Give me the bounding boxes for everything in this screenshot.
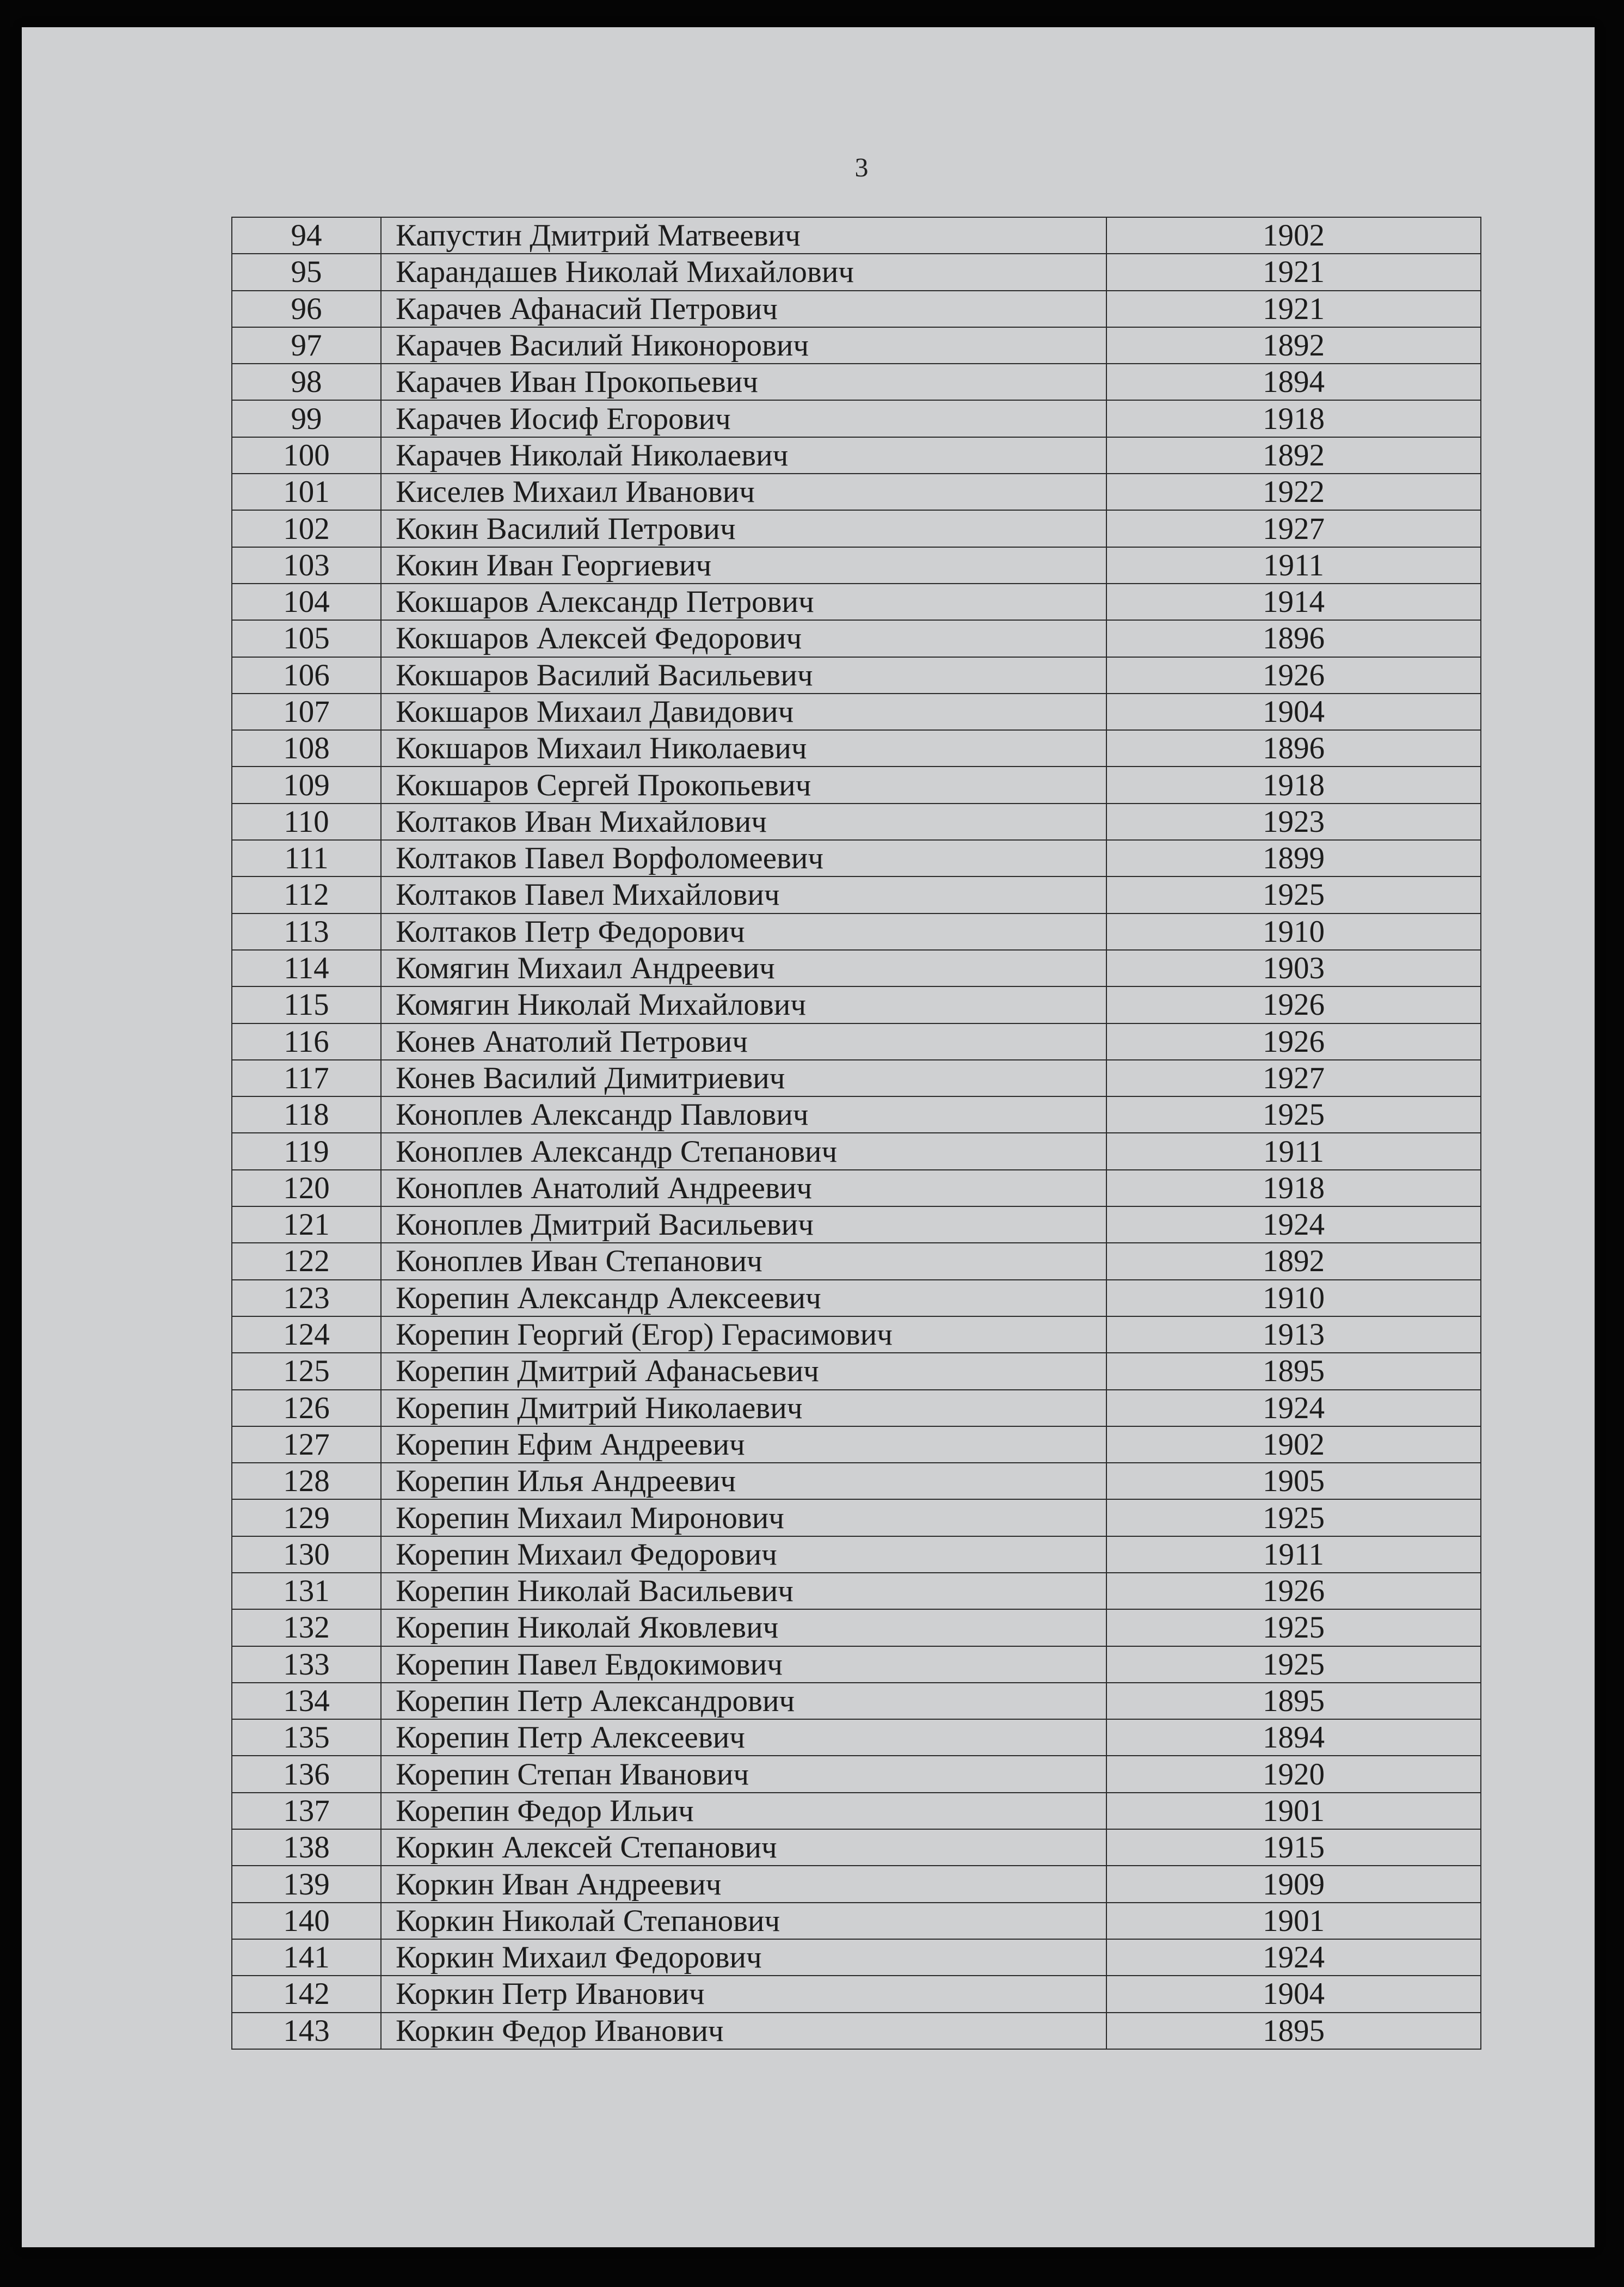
row-number-cell: 105 [232,620,381,657]
table-row [232,2013,1481,2049]
birth-year-cell: 1895 [1106,1683,1481,1719]
person-name-cell: Кокшаров Алексей Федорович [381,620,1106,657]
person-name-cell: Капустин Дмитрий Матвеевич [381,217,1106,254]
row-number-cell: 104 [232,584,381,620]
birth-year-cell: 1913 [1106,1316,1481,1353]
person-name-cell: Коркин Алексей Степанович [381,1829,1106,1866]
row-number-cell: 106 [232,657,381,694]
birth-year-cell: 1902 [1106,217,1481,254]
person-name-cell: Кокшаров Александр Петрович [381,584,1106,620]
person-name-cell: Коноплев Дмитрий Васильевич [381,1206,1106,1243]
table-row [232,767,1481,803]
birth-year-cell: 1921 [1106,254,1481,290]
table-row [232,1719,1481,1756]
table-row [232,510,1481,547]
row-number-cell: 101 [232,474,381,510]
birth-year-cell: 1925 [1106,1646,1481,1683]
row-number-cell: 115 [232,986,381,1023]
person-name-cell: Карандашев Николай Михайлович [381,254,1106,290]
birth-year-cell: 1911 [1106,1536,1481,1573]
birth-year-cell: 1892 [1106,437,1481,474]
table-row [232,1903,1481,1939]
person-name-cell: Коноплев Александр Павлович [381,1096,1106,1133]
birth-year-cell: 1901 [1106,1903,1481,1939]
person-name-cell: Корепин Федор Ильич [381,1793,1106,1829]
person-name-cell: Карачев Иосиф Егорович [381,400,1106,437]
birth-year-cell: 1909 [1106,1866,1481,1902]
table-row [232,217,1481,254]
person-name-cell: Корепин Степан Иванович [381,1756,1106,1792]
row-number-cell: 143 [232,2013,381,2049]
row-number-cell: 122 [232,1243,381,1279]
birth-year-cell: 1905 [1106,1463,1481,1499]
row-number-cell: 96 [232,291,381,327]
row-number-cell: 98 [232,364,381,400]
person-name-cell: Кокин Василий Петрович [381,510,1106,547]
table-row [232,584,1481,620]
row-number-cell: 111 [232,840,381,876]
row-number-cell: 117 [232,1060,381,1096]
birth-year-cell: 1899 [1106,840,1481,876]
person-name-cell: Коркин Иван Андреевич [381,1866,1106,1902]
row-number-cell: 109 [232,767,381,803]
person-name-cell: Карачев Николай Николаевич [381,437,1106,474]
table-row [232,1609,1481,1646]
row-number-cell: 127 [232,1426,381,1463]
table-row [232,1280,1481,1316]
row-number-cell: 125 [232,1353,381,1389]
birth-year-cell: 1925 [1106,876,1481,913]
row-number-cell: 116 [232,1023,381,1060]
birth-year-cell: 1922 [1106,474,1481,510]
birth-year-cell: 1911 [1106,1133,1481,1169]
birth-year-cell: 1918 [1106,1170,1481,1206]
row-number-cell: 132 [232,1609,381,1646]
table-row [232,1353,1481,1389]
birth-year-cell: 1902 [1106,1426,1481,1463]
birth-year-cell: 1895 [1106,2013,1481,2049]
row-number-cell: 141 [232,1939,381,1976]
row-number-cell: 139 [232,1866,381,1902]
row-number-cell: 126 [232,1390,381,1426]
person-name-cell: Корепин Ефим Андреевич [381,1426,1106,1463]
row-number-cell: 103 [232,547,381,584]
birth-year-cell: 1910 [1106,913,1481,950]
birth-year-cell: 1924 [1106,1206,1481,1243]
table-row [232,1976,1481,2012]
table-row [232,400,1481,437]
table-row [232,730,1481,767]
birth-year-cell: 1924 [1106,1390,1481,1426]
person-name-cell: Киселев Михаил Иванович [381,474,1106,510]
table-row [232,1060,1481,1096]
row-number-cell: 140 [232,1903,381,1939]
roster-table-body [232,217,1481,2049]
person-name-cell: Корепин Павел Евдокимович [381,1646,1106,1683]
person-name-cell: Корепин Александр Алексеевич [381,1280,1106,1316]
table-row [232,1499,1481,1536]
table-row [232,1829,1481,1866]
row-number-cell: 121 [232,1206,381,1243]
birth-year-cell: 1904 [1106,1976,1481,2012]
table-row [232,1243,1481,1279]
row-number-cell: 112 [232,876,381,913]
table-row [232,1133,1481,1169]
birth-year-cell: 1894 [1106,1719,1481,1756]
table-row [232,1170,1481,1206]
row-number-cell: 134 [232,1683,381,1719]
birth-year-cell: 1923 [1106,804,1481,840]
birth-year-cell: 1903 [1106,950,1481,986]
person-name-cell: Корепин Михаил Федорович [381,1536,1106,1573]
person-name-cell: Коркин Михаил Федорович [381,1939,1106,1976]
table-row [232,474,1481,510]
person-name-cell: Карачев Иван Прокопьевич [381,364,1106,400]
table-row [232,840,1481,876]
table-row [232,694,1481,730]
birth-year-cell: 1911 [1106,547,1481,584]
birth-year-cell: 1926 [1106,1023,1481,1060]
row-number-cell: 95 [232,254,381,290]
birth-year-cell: 1894 [1106,364,1481,400]
row-number-cell: 119 [232,1133,381,1169]
row-number-cell: 128 [232,1463,381,1499]
person-name-cell: Коноплев Анатолий Андреевич [381,1170,1106,1206]
person-name-cell: Коноплев Иван Степанович [381,1243,1106,1279]
birth-year-cell: 1901 [1106,1793,1481,1829]
row-number-cell: 118 [232,1096,381,1133]
table-row [232,804,1481,840]
person-name-cell: Корепин Николай Васильевич [381,1573,1106,1609]
row-number-cell: 133 [232,1646,381,1683]
person-name-cell: Конев Анатолий Петрович [381,1023,1106,1060]
table-row [232,1463,1481,1499]
row-number-cell: 129 [232,1499,381,1536]
birth-year-cell: 1914 [1106,584,1481,620]
birth-year-cell: 1920 [1106,1756,1481,1792]
person-name-cell: Корепин Петр Александрович [381,1683,1106,1719]
birth-year-cell: 1896 [1106,620,1481,657]
birth-year-cell: 1927 [1106,510,1481,547]
table-row [232,1096,1481,1133]
person-name-cell: Корепин Илья Андреевич [381,1463,1106,1499]
table-row [232,1939,1481,1976]
person-name-cell: Колтаков Павел Михайлович [381,876,1106,913]
birth-year-cell: 1892 [1106,327,1481,364]
person-name-cell: Коркин Петр Иванович [381,1976,1106,2012]
birth-year-cell: 1925 [1106,1096,1481,1133]
table-row [232,876,1481,913]
table-row [232,437,1481,474]
table-row [232,950,1481,986]
birth-year-cell: 1910 [1106,1280,1481,1316]
person-name-cell: Коноплев Александр Степанович [381,1133,1106,1169]
birth-year-cell: 1896 [1106,730,1481,767]
row-number-cell: 135 [232,1719,381,1756]
table-row [232,1536,1481,1573]
table-row [232,1316,1481,1353]
table-row [232,327,1481,364]
table-row [232,1646,1481,1683]
birth-year-cell: 1921 [1106,291,1481,327]
table-row [232,1866,1481,1902]
person-name-cell: Корепин Михаил Миронович [381,1499,1106,1536]
person-name-cell: Кокин Иван Георгиевич [381,547,1106,584]
birth-year-cell: 1926 [1106,1573,1481,1609]
person-name-cell: Корепин Николай Яковлевич [381,1609,1106,1646]
person-name-cell: Корепин Георгий (Егор) Герасимович [381,1316,1106,1353]
person-name-cell: Колтаков Павел Ворфоломеевич [381,840,1106,876]
document-sheet [22,27,1595,2247]
person-name-cell: Корепин Дмитрий Николаевич [381,1390,1106,1426]
person-name-cell: Карачев Афанасий Петрович [381,291,1106,327]
table-row [232,1206,1481,1243]
birth-year-cell: 1895 [1106,1353,1481,1389]
table-row [232,1756,1481,1792]
person-name-cell: Корепин Петр Алексеевич [381,1719,1106,1756]
person-name-cell: Карачев Василий Никонорович [381,327,1106,364]
row-number-cell: 99 [232,400,381,437]
row-number-cell: 131 [232,1573,381,1609]
table-row [232,1390,1481,1426]
row-number-cell: 113 [232,913,381,950]
page-number: 3 [854,152,869,182]
row-number-cell: 108 [232,730,381,767]
table-row [232,291,1481,327]
birth-year-cell: 1927 [1106,1060,1481,1096]
person-name-cell: Колтаков Петр Федорович [381,913,1106,950]
person-name-cell: Колтаков Иван Михайлович [381,804,1106,840]
row-number-cell: 142 [232,1976,381,2012]
row-number-cell: 114 [232,950,381,986]
table-row [232,913,1481,950]
table-row [232,657,1481,694]
row-number-cell: 102 [232,510,381,547]
person-name-cell: Корепин Дмитрий Афанасьевич [381,1353,1106,1389]
table-row [232,1793,1481,1829]
person-name-cell: Комягин Михаил Андреевич [381,950,1106,986]
person-name-cell: Комягин Николай Михайлович [381,986,1106,1023]
birth-year-cell: 1918 [1106,400,1481,437]
birth-year-cell: 1925 [1106,1609,1481,1646]
birth-year-cell: 1926 [1106,657,1481,694]
row-number-cell: 100 [232,437,381,474]
birth-year-cell: 1924 [1106,1939,1481,1976]
person-name-cell: Коркин Федор Иванович [381,2013,1106,2049]
row-number-cell: 110 [232,804,381,840]
table-row [232,986,1481,1023]
person-name-cell: Конев Василий Димитриевич [381,1060,1106,1096]
row-number-cell: 130 [232,1536,381,1573]
row-number-cell: 123 [232,1280,381,1316]
birth-year-cell: 1892 [1106,1243,1481,1279]
row-number-cell: 136 [232,1756,381,1792]
row-number-cell: 94 [232,217,381,254]
table-row [232,547,1481,584]
table-row [232,1426,1481,1463]
row-number-cell: 138 [232,1829,381,1866]
birth-year-cell: 1918 [1106,767,1481,803]
birth-year-cell: 1926 [1106,986,1481,1023]
row-number-cell: 124 [232,1316,381,1353]
person-name-cell: Кокшаров Михаил Давидович [381,694,1106,730]
table-row [232,620,1481,657]
birth-year-cell: 1915 [1106,1829,1481,1866]
person-name-cell: Кокшаров Михаил Николаевич [381,730,1106,767]
row-number-cell: 120 [232,1170,381,1206]
person-name-cell: Коркин Николай Степанович [381,1903,1106,1939]
row-number-cell: 137 [232,1793,381,1829]
table-row [232,1573,1481,1609]
row-number-cell: 107 [232,694,381,730]
roster-table [231,217,1481,2050]
person-name-cell: Кокшаров Сергей Прокопьевич [381,767,1106,803]
table-row [232,364,1481,400]
birth-year-cell: 1904 [1106,694,1481,730]
table-row [232,1023,1481,1060]
birth-year-cell: 1925 [1106,1499,1481,1536]
person-name-cell: Кокшаров Василий Васильевич [381,657,1106,694]
row-number-cell: 97 [232,327,381,364]
table-row [232,1683,1481,1719]
table-row [232,254,1481,290]
